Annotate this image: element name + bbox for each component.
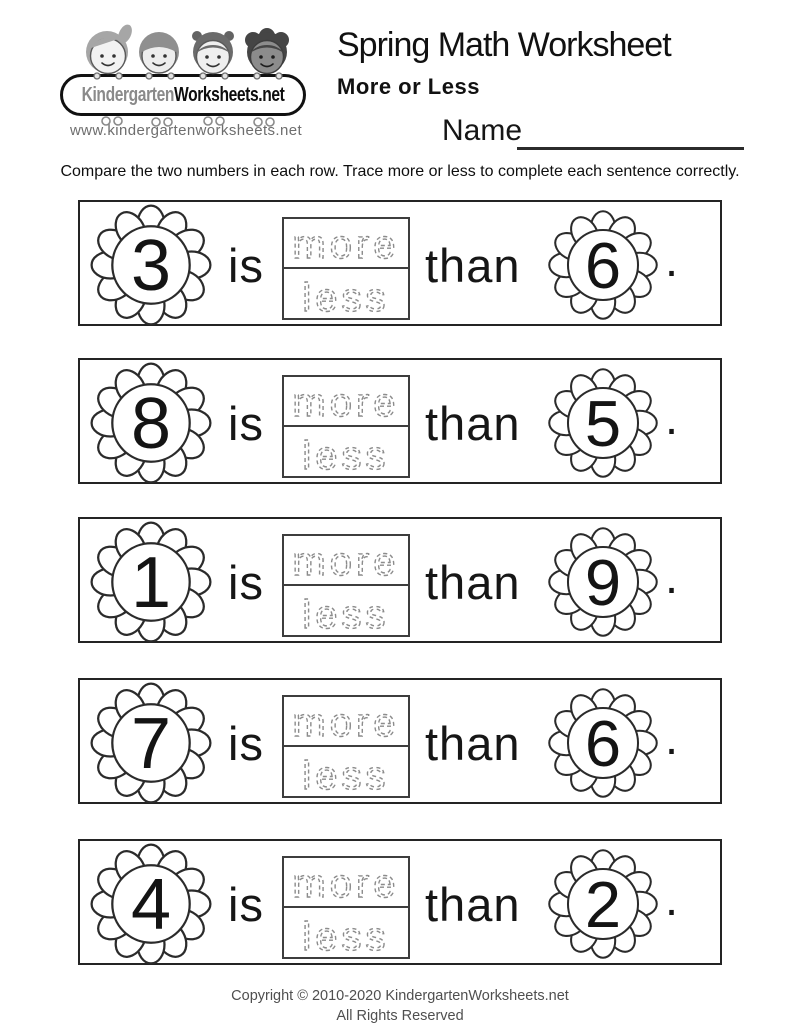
left-number: 7: [130, 704, 172, 785]
page-title: Spring Math Worksheet: [337, 26, 671, 64]
word-is: is: [228, 397, 264, 450]
trace-answer-box: [282, 856, 410, 959]
trace-answer-box: [282, 534, 410, 637]
trace-word-more: more: [292, 223, 400, 266]
kids-logo-illustration: [74, 18, 296, 82]
website-url: www.kindergartenworksheets.net: [69, 122, 303, 139]
word-than: than: [425, 239, 521, 292]
word-is: is: [228, 717, 264, 770]
trace-less-cell: [284, 269, 408, 318]
exercise-row-5: [78, 839, 722, 965]
sentence-period: .: [665, 711, 680, 764]
word-is: is: [228, 239, 264, 292]
right-number: 2: [584, 867, 622, 941]
kid-hands-icon: [94, 73, 282, 79]
right-number: 6: [584, 706, 622, 780]
flower-icon: [546, 847, 660, 961]
rights-text: All Rights Reserved: [336, 1008, 464, 1025]
footer: [0, 986, 800, 1027]
trace-word-more: more: [292, 701, 400, 744]
copyright-text: Copyright © 2010-2020 KindergartenWorksheets.net: [231, 988, 569, 1004]
sentence-period: .: [665, 391, 680, 444]
left-number: 1: [130, 543, 172, 624]
trace-word-less: less: [302, 592, 390, 634]
kid-boy-4-icon: [245, 28, 289, 74]
name-blank-line: [517, 147, 744, 150]
trace-less-cell: [284, 908, 408, 957]
word-than: than: [425, 878, 521, 931]
kid-boy-2-icon: [139, 32, 179, 73]
exercise-row-4: [78, 678, 722, 804]
left-number: 4: [130, 865, 172, 946]
trace-more-cell: [284, 697, 408, 747]
word-than: than: [425, 397, 521, 450]
trace-answer-box: [282, 375, 410, 478]
word-is: is: [228, 556, 264, 609]
name-label: Name: [442, 114, 523, 147]
flower-icon: [546, 208, 660, 322]
trace-more-cell: [284, 536, 408, 586]
flower-icon: [88, 519, 214, 645]
word-is: is: [228, 878, 264, 931]
right-number: 5: [584, 386, 622, 460]
trace-answer-box: [282, 695, 410, 798]
trace-word-less: less: [302, 753, 390, 795]
right-number: 9: [584, 545, 622, 619]
trace-word-more: more: [292, 540, 400, 583]
logo-text-black: Worksheets.net: [173, 83, 285, 106]
sentence-period: .: [665, 233, 680, 286]
trace-less-cell: [284, 586, 408, 635]
flower-icon: [88, 680, 214, 806]
right-number: 6: [584, 228, 622, 302]
trace-less-cell: [284, 427, 408, 476]
logo-wordmark: [82, 84, 285, 107]
flower-icon: [546, 366, 660, 480]
trace-answer-box: [282, 217, 410, 320]
left-number: 8: [130, 384, 172, 465]
flower-icon: [88, 841, 214, 967]
word-than: than: [425, 556, 521, 609]
flower-icon: [546, 686, 660, 800]
exercise-row-2: [78, 358, 722, 484]
word-than: than: [425, 717, 521, 770]
kid-girl-1-icon: [86, 22, 135, 73]
instruction-text: Compare the two numbers in each row. Trace more or less to complete each sentence correctly.: [60, 163, 740, 180]
trace-more-cell: [284, 219, 408, 269]
trace-word-less: less: [302, 433, 390, 475]
flower-icon: [88, 202, 214, 328]
sentence-period: .: [665, 872, 680, 925]
trace-word-less: less: [302, 275, 390, 317]
flower-icon: [546, 525, 660, 639]
trace-word-less: less: [302, 914, 390, 956]
trace-more-cell: [284, 377, 408, 427]
kid-girl-3-icon: [192, 31, 234, 74]
left-number: 3: [130, 226, 172, 307]
exercise-row-1: [78, 200, 722, 326]
trace-word-more: more: [292, 862, 400, 905]
header: [337, 26, 671, 100]
page-subtitle: More or Less: [337, 74, 480, 99]
trace-less-cell: [284, 747, 408, 796]
sentence-period: .: [665, 550, 680, 603]
kid-feet-icon: [68, 113, 298, 139]
flower-icon: [88, 360, 214, 486]
exercise-row-3: [78, 517, 722, 643]
trace-word-more: more: [292, 381, 400, 424]
logo-text-gray: Kindergarten: [81, 83, 174, 106]
trace-more-cell: [284, 858, 408, 908]
